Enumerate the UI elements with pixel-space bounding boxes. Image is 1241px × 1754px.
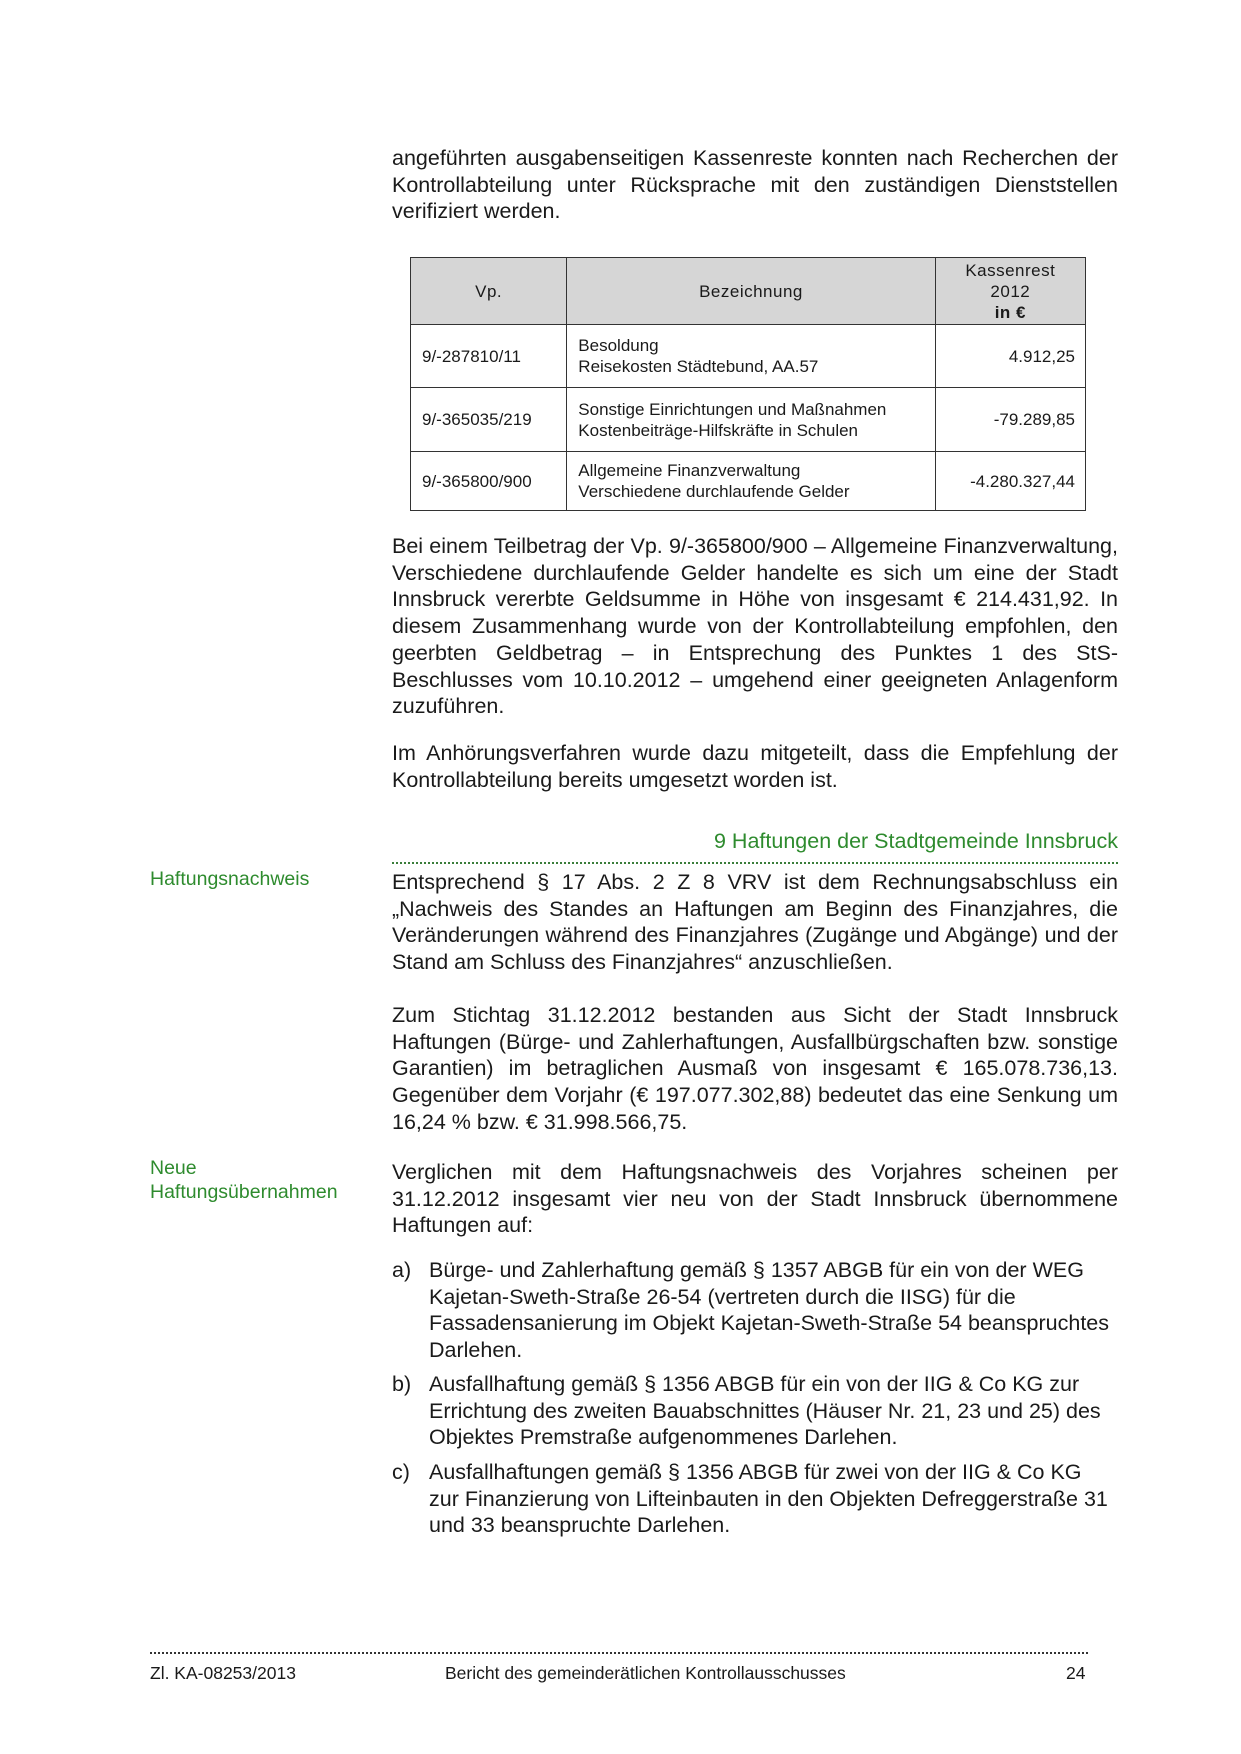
footer-divider xyxy=(150,1652,1088,1654)
paragraph-verglichen: Verglichen mit dem Haftungsnachweis des Vorjahres scheinen per 31.12.2012 insgesamt vier neu von der Stadt Innsbruck übernommene Haftungen auf: xyxy=(392,1160,1118,1238)
table-row xyxy=(411,452,1086,511)
header-vp: Vp. xyxy=(411,258,567,325)
header-kassenrest-line3: in € xyxy=(994,302,1026,322)
table-header-row xyxy=(411,258,1086,325)
cell-bezeichnung xyxy=(567,388,935,452)
kassenrest-table xyxy=(410,257,1086,511)
section-heading: 9 Haftungen der Stadtgemeinde Innsbruck xyxy=(392,826,1118,864)
list-text: Ausfallhaftung gemäß § 1356 ABGB für ein von der IIG & Co KG zur Errichtung des zweiten Bauabschnittes (Häuser Nr. 21, 23 und 25) des Objektes Premstraße aufgenommenes Darlehen. xyxy=(429,1372,1101,1450)
cell-bezeichnung-line1: Sonstige Einrichtungen und Maßnahmen xyxy=(578,399,887,419)
cell-bezeichnung xyxy=(567,325,935,388)
cell-bezeichnung-line2: Reisekosten Städtebund, AA.57 xyxy=(578,357,819,376)
cell-vp: 9/-287810/11 xyxy=(411,325,567,388)
cell-bezeichnung-line2: Kostenbeiträge-Hilfskräfte in Schulen xyxy=(578,420,858,440)
intro-paragraph: angeführten ausgabenseitigen Kassenreste konnten nach Recherchen der Kontrollabteilung unter Rücksprache mit den zuständigen Dienststellen verifiziert werden. xyxy=(392,146,1118,224)
list-text: Bürge- und Zahlerhaftung gemäß § 1357 ABGB für ein von der WEG Kajetan-Sweth-Straße 26-54 (vertreten durch die IISG) für die Fassadensanierung im Objekt Kajetan-Sweth-Straße 54 beanspruchtes Darlehen. xyxy=(429,1258,1110,1363)
cell-bezeichnung-line1: Besoldung xyxy=(578,336,659,355)
cell-amount: 4.912,25 xyxy=(935,325,1085,388)
header-bezeichnung: Bezeichnung xyxy=(567,258,935,325)
cell-vp: 9/-365800/900 xyxy=(411,452,567,511)
paragraph-teilbetrag: Bei einem Teilbetrag der Vp. 9/-365800/900 – Allgemeine Finanzverwaltung, Verschiedene durchlaufende Gelder handelte es sich um eine der Stadt Innsbruck vererbte Geldsumme in Höhe von insgesamt € 214.431,92. In diesem Zusammenhang wurde von der Kontrollabteilung empfohlen, den geerbten Geldbetrag – in Entsprechung des Punktes 1 des StS-Beschlusses vom 10.10.2012 – umgehend einer geeigneten Anlagenform zuzuführen. xyxy=(392,534,1118,719)
cell-amount: -79.289,85 xyxy=(935,388,1085,452)
footer-reference: Zl. KA-08253/2013 xyxy=(150,1663,296,1683)
sidebar-label-neue-haftungen xyxy=(150,1156,380,1204)
paragraph-stichtag: Zum Stichtag 31.12.2012 bestanden aus Sicht der Stadt Innsbruck Haftungen (Bürge- und Zahlerhaftungen, Ausfallbürgschaften bzw. sonstige Garantien) im betraglichen Ausmaß von insgesamt € 165.078.736,13. Gegenüber dem Vorjahr (€ 197.077.302,88) bedeutet das eine Senkung um 16,24 % bzw. € 31.998.566,75. xyxy=(392,1003,1118,1134)
table-row xyxy=(411,325,1086,388)
sidebar-label-neue-line2: Haftungsübernahmen xyxy=(150,1181,338,1203)
list-marker: a) xyxy=(392,1258,412,1282)
cell-bezeichnung-line2: Verschiedene durchlaufende Gelder xyxy=(578,482,850,501)
paragraph-vrv: Entsprechend § 17 Abs. 2 Z 8 VRV ist dem Rechnungsabschluss ein „Nachweis des Standes an Haftungen am Beginn des Finanzjahres, die Veränderungen während des Finanzjahres (Zugänge und Abgänge) und der Stand am Schluss des Finanzjahres“ anzuschließen. xyxy=(392,870,1118,975)
header-kassenrest-line1: Kassenrest xyxy=(965,260,1056,280)
list-text: Ausfallhaftungen gemäß § 1356 ABGB für zwei von der IIG & Co KG zur Finanzierung von Lifteinbauten in den Objekten Defreggerstraße 31 und 33 beanspruchte Darlehen. xyxy=(429,1460,1108,1538)
cell-amount: -4.280.327,44 xyxy=(935,452,1085,511)
table-row xyxy=(411,388,1086,452)
list-marker: c) xyxy=(392,1460,410,1484)
paragraph-anhoerung: Im Anhörungsverfahren wurde dazu mitgeteilt, dass die Empfehlung der Kontrollabteilung bereits umgesetzt worden ist. xyxy=(392,741,1118,792)
sidebar-label-haftungsnachweis: Haftungsnachweis xyxy=(150,868,310,890)
page-number: 24 xyxy=(1066,1663,1086,1683)
footer-title: Bericht des gemeinderätlichen Kontrollausschusses xyxy=(445,1663,846,1683)
cell-bezeichnung-line1: Allgemeine Finanzverwaltung xyxy=(578,461,801,480)
list-marker: b) xyxy=(392,1372,412,1396)
header-kassenrest xyxy=(935,258,1085,325)
sidebar-label-neue-line1: Neue xyxy=(150,1157,197,1179)
cell-vp: 9/-365035/219 xyxy=(411,388,567,452)
cell-bezeichnung xyxy=(567,452,935,511)
header-kassenrest-line2: 2012 xyxy=(990,281,1031,301)
